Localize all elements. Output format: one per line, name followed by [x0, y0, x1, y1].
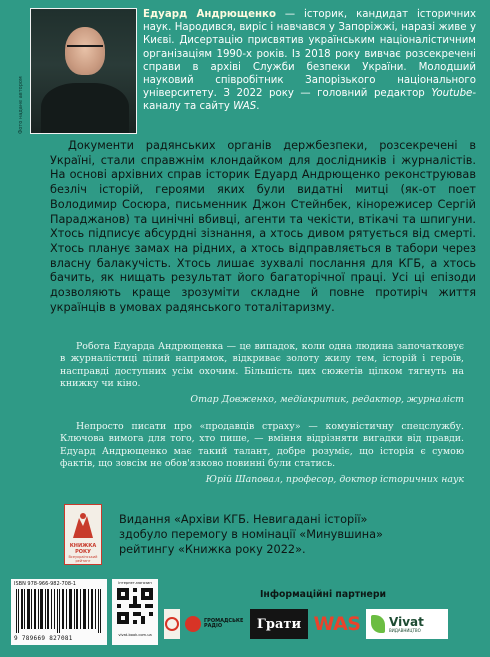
- author-name: Едуард Андрющенко: [143, 9, 276, 20]
- book-of-year-logo: [64, 504, 102, 565]
- vivat-leaf-icon: [371, 615, 385, 633]
- quote-text: Непросто писати про «продавців страху» — комуністичну спецслужбу. Ключова вимога для того, хто пише, — вміння відрізняти вигадки від правди. Едуард Андрющенко має такий талант, добре розуміє, що історія є сумою фактів, що зовсім не обов'язково повинні були статись.: [60, 421, 464, 470]
- book-blurb: [50, 139, 476, 315]
- review-quote-1: [60, 341, 464, 406]
- publisher-logo-vivat: [366, 609, 448, 639]
- partner-logo-was: WAS: [313, 613, 361, 635]
- barcode-icon: [14, 589, 104, 633]
- author-body: [41, 83, 129, 134]
- author-bio-mid: -каналу та сайту: [143, 88, 476, 113]
- quote-text: Робота Едуарда Андрющенка — це випадок, коли одна людина започатковує в журналістиці цілий напрямок, відкриває золоту жилу тем, історій і героїв, насправді доступних усім охочим. Більшість цих сюжетів цілком тягнуть на книжку чи кіно.: [60, 341, 464, 390]
- isbn-label: ISBN 978-966-982-708-1: [14, 581, 76, 587]
- award-logo-title: КНИЖКА РОКУ: [69, 543, 97, 555]
- isbn-barcode-block: [11, 579, 107, 645]
- quote-author: Отар Довженко, медіакритик, редактор, журналіст: [190, 393, 464, 405]
- author-bio-was: WAS: [233, 101, 257, 113]
- qr-url[interactable]: vivat-book.com.ua: [118, 633, 152, 637]
- hromadske-label: ГРОМАДСЬКЕ РАДІО: [204, 617, 244, 629]
- blurb-paragraph: Документи радянських органів держбезпеки, розсекречені в Україні, стали справжнім клондайком для дослідників і журналістів. На основі архівних справ історик Едуард Андрющенко реконструював безліч історій, героями яких були видатні митці (як-от поет Володимир Сосюра, письменник Джон Стейнбек, кінорежисер Сергій Параджанов) та цинічні вбивці, агенти та чекісти, втікачі та шпигуни. Хтось підписує абсурдні зізнання, а хтось дивом рятується від смерті. Хтось планує замах на рідних, а хтось відправляється в табори через власну балакучість. Хтось лишає зухвалі послання для КГБ, а хтось бачить, як нищать результат його багаторічної праці. Усі ці епізоди дозволяють краще зрозуміти складне й повне протиріч життя українців в умовах радянського тоталітаризму.: [50, 139, 476, 314]
- photo-credit: Фото надане автором: [18, 76, 24, 134]
- barcode-number: 9 789669 827081: [14, 635, 73, 642]
- vivat-subtitle: ВИДАВНИЦТВО: [389, 627, 421, 633]
- partner-logo-hromadske: [185, 609, 244, 639]
- hromadske-circle-icon: [185, 616, 201, 632]
- author-photo: [30, 8, 137, 134]
- author-bio-text: — історик, кандидат історичних наук. Народився, виріс і навчався у Запоріжжі, наразі живе у Києві. Дисертацію присвятив українським націоналістичним організаціям 1990-х років. Із 2018 року вивчає розсекречені справи в архіві Служби безпеки України. Молодший науковий співробітник Запорізького національного університету. З 2022 року — головний редактор: [143, 9, 476, 100]
- partners-title: Інформаційні партнери: [259, 589, 387, 600]
- partner-logo-graty: Грати: [250, 609, 308, 639]
- award-emblem-icon: [69, 510, 97, 542]
- quote-author: Юрій Шаповал, професор, доктор історичних наук: [205, 473, 464, 485]
- award-text: Видання «Архіви КГБ. Невигадані історії» здобуло перемогу в номінації «Минувшина» рейтингу «Книжка року 2022».: [119, 513, 383, 556]
- award-logo-subtitle: Всеукраїнський рейтинг: [68, 555, 98, 563]
- qr-code-icon[interactable]: [117, 588, 153, 624]
- qr-label: інтернет-магазин: [118, 581, 152, 585]
- author-bio-youtube: Youtube: [431, 88, 473, 100]
- author-bio: [143, 8, 476, 114]
- author-bio-end: .: [256, 101, 260, 113]
- vivat-name: Vivat: [389, 614, 424, 629]
- qr-code-block[interactable]: [112, 579, 158, 645]
- author-glasses: [67, 45, 103, 55]
- review-quote-2: [60, 421, 464, 486]
- partner-logo-1: [164, 609, 180, 639]
- partner-circle-icon: [165, 617, 179, 631]
